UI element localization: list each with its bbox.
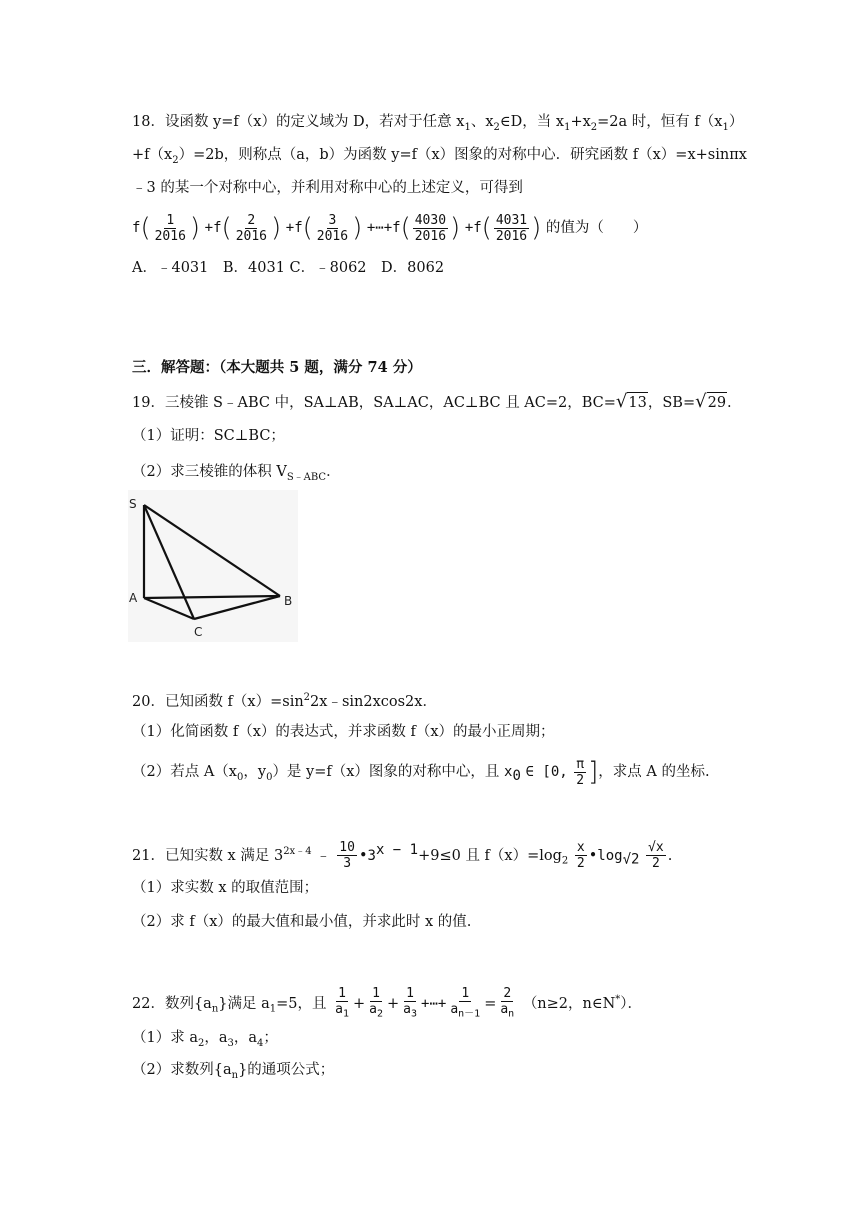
term-2: $\frac{2}{2016}$ <box>235 212 267 244</box>
term-3: $\frac{3}{2016}$ <box>316 212 349 244</box>
q18-sum-expression: f( $\frac{1}{2016}$ ) +f( $\frac{2}{2016}$ ) +f( $\frac{3}{2016}$ ) +⋯+f( $\frac{4030}{2016}$ ) +f( $\frac{4031}{2016}$ ) 的值为（ ） <box>132 212 648 244</box>
q22-part1: （1）求 $a_2$，$a_3$，$a_4$； <box>132 1030 278 1049</box>
term-4031: $\frac{4031}{2016}$ <box>495 212 528 244</box>
section-3-title: 三．解答题：（本大题共 5 题，满分 74 分） <box>132 359 422 376</box>
label-b: B <box>284 594 293 608</box>
q20-stem: 20．已知函数 $f(x)=\sin^22x﹣\sin 2xcos2x$． <box>132 692 437 710</box>
q22-stem: 22．数列$\{a_n\}$满足 $a_1=5$，且 $\frac{1}{a_1}$ + $\frac{1}{a_2}$ + $\frac{1}{a_3}$ +⋯+ $\frac{1}{a_{n-1}}$ = $\frac{2}{a_n}$ （n≥2，n∈N*）． <box>132 986 643 1020</box>
q19-part1: （1）证明：SC⊥BC； <box>132 428 285 444</box>
q18-line3: ﹣3 的某一个对称中心，并利用对称中心的上述定义，可得到 <box>132 180 523 196</box>
pyramid-figure <box>128 490 298 642</box>
q19-part2: （2）求三棱锥的体积 $V_{S﹣ABC}$． <box>132 464 341 483</box>
q22-part2: （2）求数列$\{a_n\}$的通项公式； <box>132 1062 335 1081</box>
q21-part2: （2）求 f（x）的最大值和最小值，并求此时 x 的值. <box>132 914 472 930</box>
label-s: S <box>129 497 137 511</box>
q19-stem: 19．三棱锥 S﹣ABC 中，SA⊥AB，SA⊥AC，AC⊥BC 且 AC=2，BC=√13，SB=√29. <box>132 391 732 412</box>
q21-part1: （1）求实数 x 的取值范围； <box>132 880 319 896</box>
label-a: A <box>129 591 138 605</box>
q20-part1: （1）化简函数 f（x）的表达式，并求函数 f（x）的最小正周期； <box>132 724 555 740</box>
term-1: $\frac{1}{2016}$ <box>154 212 186 244</box>
q20-part2: （2）若点 $A(x_0$，$y_0$）是 y=f（x）图象的对称中心，且 $x_0$ ∈ [0, $\frac{\pi}{2}$ ]，求点 A 的坐标. <box>132 756 710 788</box>
q18-options: A．﹣4031 B．4031 C．﹣8062 D．8062 <box>132 260 445 276</box>
q18-line1: 18．设函数 y=f（x）的定义域为 D，若对于任意 $x_1$、$x_2\in D$，当 $x_1+x_2=2a$ 时，恒有 $f(x_1)$ <box>132 114 744 133</box>
term-4030: $\frac{4030}{2016}$ <box>414 212 447 244</box>
q21-stem: 21．已知实数 x 满足 $3^{2x﹣4}$ ﹣ $\frac{10}{3}$ $•3^{x - 1}+9\le 0$ 且 $f(x)=\log_2$ $\frac{x}{2}$ $•\log_{√2}$ $\frac{√x}{2}$ . <box>132 840 673 872</box>
label-c: C <box>194 625 203 639</box>
q18-line2: $+f(x_2)=2b$，则称点（a，b）为函数 y=f（x）图象的对称中心．研究函数 f（x）=x+sinπx <box>132 147 747 166</box>
